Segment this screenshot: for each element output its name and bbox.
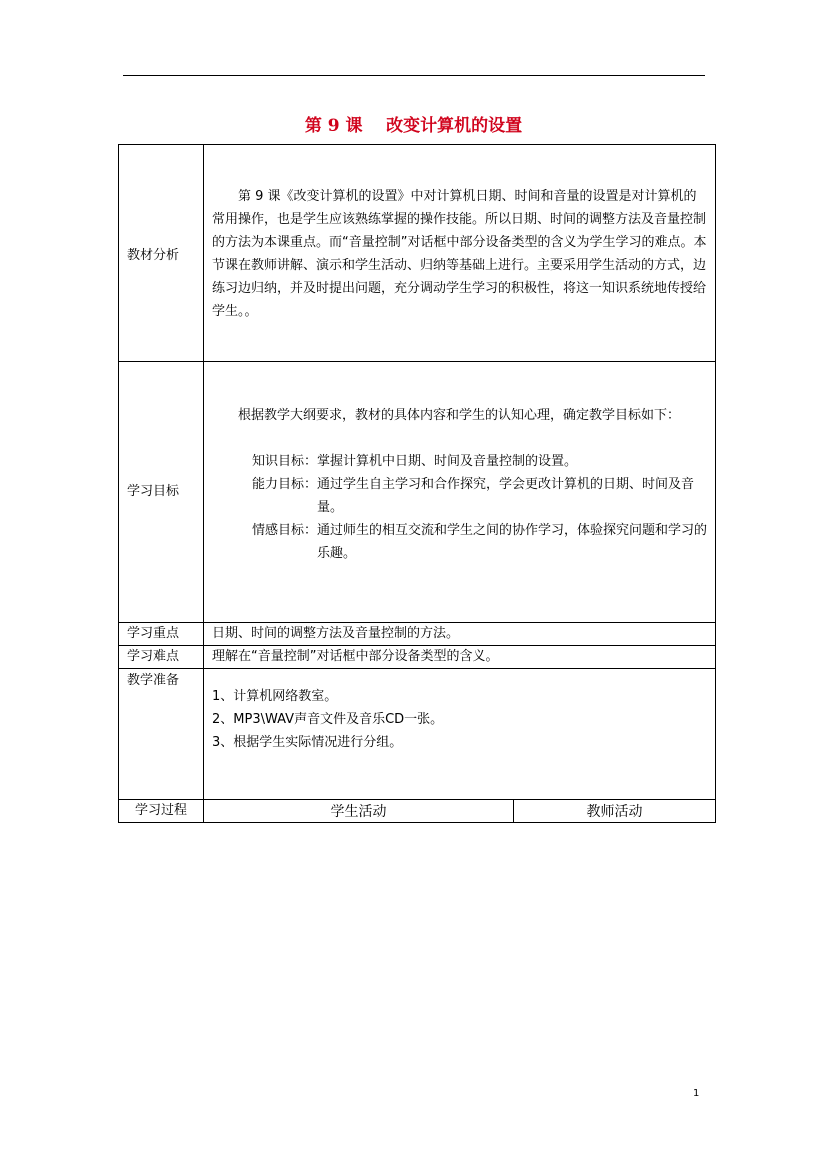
- row-key-point: [119, 623, 716, 646]
- analysis-label-cell: [119, 145, 204, 362]
- key-point-text: 日期、时间的调整方法及音量控制的方法。: [212, 626, 460, 641]
- preparation-item: 2、MP3\WAV声音文件及音乐CD一张。: [212, 712, 444, 727]
- analysis-text: 第 9 课《改变计算机的设置》中对计算机日期、时间和音量的设置是对计算机的常用操作，也是学生应该熟练掌握的操作技能。所以日期、时间的调整方法及音量控制的方法为本课重点。而“音量控制”对话框中部分设备类型的含义为学生学习的难点。本节课在教师讲解、演示和学生活动、归纳等基础上进行。主要采用学生活动的方式，边练习边归纳，并及时提出问题，充分调动学生学习的积极性，将这一知识系统地传授给学生。。: [212, 189, 707, 319]
- goal-text: 通过师生的相互交流和学生之间的协作学习，体验探究问题和学习的乐趣。: [317, 523, 708, 561]
- row-process: [119, 800, 716, 823]
- goals-label-cell: [119, 362, 204, 623]
- difficulty-content-cell: [204, 646, 716, 669]
- preparation-item: 1、计算机网络教室。: [212, 689, 338, 704]
- preparation-content-cell: [204, 669, 716, 800]
- row-preparation: [119, 669, 716, 800]
- analysis-label: 教材分析: [127, 248, 180, 263]
- preparation-label-cell: [119, 669, 204, 800]
- process-label: 学习过程: [134, 803, 187, 818]
- lesson-title: 第 9 课 改变计算机的设置: [304, 116, 523, 136]
- goal-text: 掌握计算机中日期、时间及音量控制的设置。: [317, 454, 578, 469]
- goal-label: 知识目标：: [251, 454, 317, 469]
- lesson-plan-table: [118, 144, 716, 823]
- process-label-cell: [119, 800, 204, 823]
- goals-content-cell: [204, 362, 716, 623]
- analysis-content-cell: [204, 145, 716, 362]
- goal-item: [212, 473, 707, 519]
- page-number: 1: [693, 1088, 700, 1099]
- preparation-label: 教学准备: [127, 673, 180, 688]
- goal-text: 通过学生自主学习和合作探究，学会更改计算机的日期、时间及音量。: [317, 477, 695, 515]
- goal-label: 情感目标：: [251, 523, 317, 538]
- student-activity-header: 学生活动: [204, 800, 514, 823]
- goals-intro: 根据教学大纲要求，教材的具体内容和学生的认知心理，确定教学目标如下：: [238, 408, 681, 423]
- header-rule: [123, 75, 705, 76]
- difficulty-label-cell: [119, 646, 204, 669]
- row-difficulty: [119, 646, 716, 669]
- row-analysis: [119, 145, 716, 362]
- goal-item: [212, 519, 707, 565]
- row-goals: [119, 362, 716, 623]
- goals-label: 学习目标: [127, 484, 180, 499]
- goal-item: [212, 450, 707, 473]
- preparation-item: 3、根据学生实际情况进行分组。: [212, 735, 403, 750]
- difficulty-label: 学习难点: [127, 649, 180, 664]
- difficulty-text: 理解在“音量控制”对话框中部分设备类型的含义。: [212, 649, 499, 664]
- teacher-activity-header: 教师活动: [514, 800, 716, 823]
- key-point-label: 学习重点: [127, 626, 180, 641]
- goal-label: 能力目标：: [251, 477, 317, 492]
- key-point-content-cell: [204, 623, 716, 646]
- key-point-label-cell: [119, 623, 204, 646]
